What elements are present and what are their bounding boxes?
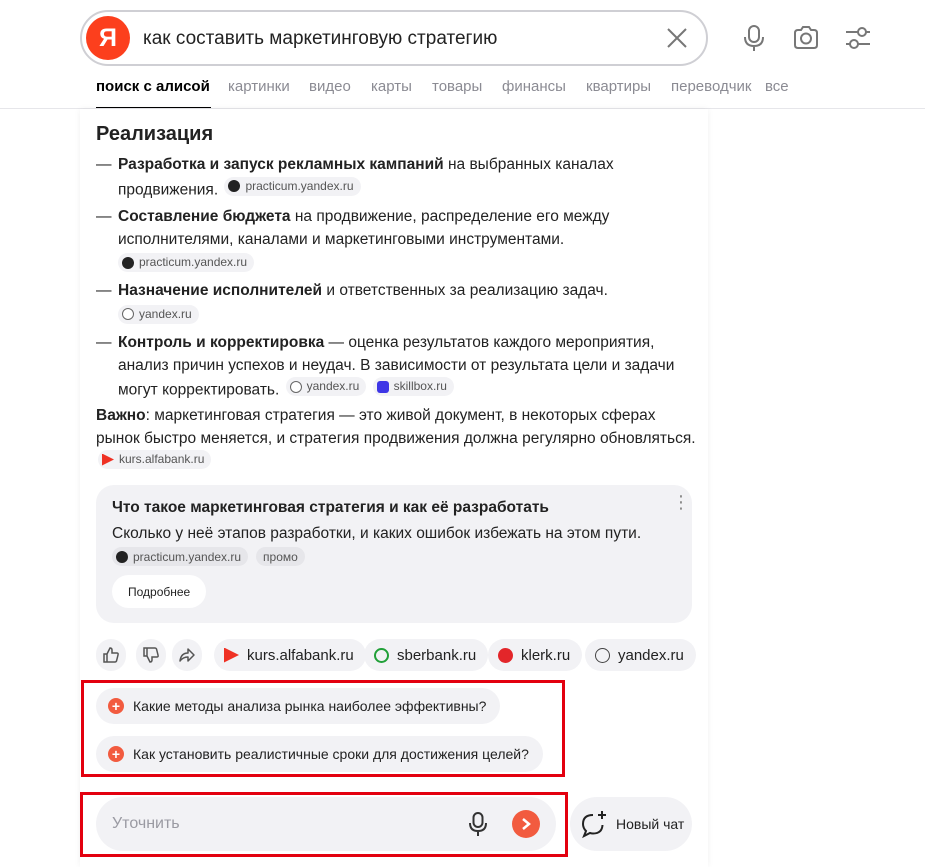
source-chip[interactable]: sberbank.ru [364,639,488,671]
answer-actions [96,639,696,671]
promo-badge: промо [256,547,305,566]
tab-finance[interactable]: финансы [502,78,566,95]
practicum-icon [122,257,134,269]
yandex-icon [290,381,302,393]
source-chip[interactable]: yandex.ru [585,639,696,671]
source-link[interactable]: yandex.ru [286,377,367,396]
tab-products[interactable]: товары [432,78,483,95]
source-link[interactable]: practicum.yandex.ru [224,177,360,196]
tab-alice-search[interactable]: поиск с алисой [96,78,210,95]
dislike-button[interactable] [136,639,166,671]
share-icon [178,646,196,664]
source-link[interactable]: skillbox.ru [373,377,454,396]
clear-icon[interactable] [664,25,690,51]
important-note: Важно: маркетинговая стратегия — это живой документ, в некоторых сферах рынок быстро меняется, и стратегия продвижения должна регулярно обновляться. kurs.alfabank.ru [96,405,696,475]
refine-input-container[interactable] [96,797,556,851]
yandex-icon [595,648,610,663]
suggestion-chip[interactable]: + Какие методы анализа рынка наиболее эффективны? [96,688,500,724]
section-title: Реализация [96,123,214,145]
alfabank-icon [102,454,114,466]
practicum-icon [116,551,128,563]
list-item: — Назначение исполнителей и ответственных за реализацию задач. yandex.ru [96,280,696,324]
source-link[interactable]: practicum.yandex.ru [112,547,248,566]
plus-icon: + [108,746,124,762]
tab-maps[interactable]: карты [371,78,412,95]
promo-block[interactable] [96,485,692,623]
bullet-text: — оценка результатов каждого мероприятия, анализ причин успехов и неудач. В зависимости от результата цели и задачи могут корректировать. [118,334,675,399]
new-chat-button[interactable]: Новый чат [570,797,692,851]
klerk-icon [498,648,513,663]
more-options-icon[interactable]: ⋮ [672,492,690,512]
tab-images[interactable]: картинки [228,78,290,95]
like-button[interactable] [96,639,126,671]
bullet-bold: Назначение исполнителей [118,282,323,299]
settings-sliders-icon[interactable] [842,22,874,54]
chevron-right-icon [519,817,533,831]
refine-input[interactable] [112,809,452,839]
send-button[interactable] [512,810,540,838]
list-item: — Разработка и запуск рекламных кампаний на выбранных каналах продвижения. practicum.yandex.ru [96,156,614,198]
source-link[interactable]: yandex.ru [118,305,199,324]
plus-icon: + [108,698,124,714]
practicum-icon [228,180,240,192]
like-icon [102,646,120,664]
source-chip[interactable]: kurs.alfabank.ru [214,639,366,671]
bullet-text: на продвижение, распределение его между исполнителями, каналами и маркетинговыми инструментами. [118,208,610,248]
sberbank-icon [374,648,389,663]
yandex-icon [122,308,134,320]
microphone-icon[interactable] [464,810,492,838]
skillbox-icon [377,381,389,393]
source-chip[interactable]: klerk.ru [488,639,582,671]
tab-translator[interactable]: переводчик [671,78,752,95]
list-item: — Контроль и корректировка — оценка результатов каждого мероприятия, анализ причин успехов и неудач. В зависимости от результата цели и задачи могут корректировать. yandex.ru skillbox.ru [96,334,675,399]
alfabank-icon [224,648,239,663]
tab-video[interactable]: видео [309,78,351,95]
bullet-bold: Разработка и запуск рекламных кампаний [118,156,444,173]
promo-title[interactable]: Что такое маркетинговая стратегия и как её разработать [112,499,549,516]
search-query[interactable]: как составить маркетинговую стратегию [143,28,498,49]
share-button[interactable] [172,639,202,671]
microphone-icon[interactable] [738,22,770,54]
list-item: — Составление бюджета на продвижение, распределение его между исполнителями, каналами и маркетинговыми инструментами. practicum.yandex.ru [96,206,696,272]
bullet-bold: Составление бюджета [118,208,291,225]
suggestion-chip[interactable]: + Как установить реалистичные сроки для достижения целей? [96,736,543,772]
bullet-text: и ответственных за реализацию задач. [322,282,608,299]
more-details-button[interactable]: Подробнее [112,575,206,608]
search-bar[interactable] [80,10,708,66]
bullet-bold: Контроль и корректировка [118,334,325,351]
source-link[interactable]: kurs.alfabank.ru [98,450,211,469]
tab-apartments[interactable]: квартиры [586,78,652,95]
dislike-icon [142,646,160,664]
camera-icon[interactable] [790,22,822,54]
tab-all[interactable]: все [765,78,789,95]
source-link[interactable]: practicum.yandex.ru [118,253,254,272]
yandex-logo[interactable]: Я [86,16,130,60]
new-chat-icon [578,809,608,839]
bullet-text: на выбранных каналах продвижения. [118,156,614,198]
promo-text: Сколько у неё этапов разработки, и каких ошибок избежать на этом пути. [112,525,642,542]
